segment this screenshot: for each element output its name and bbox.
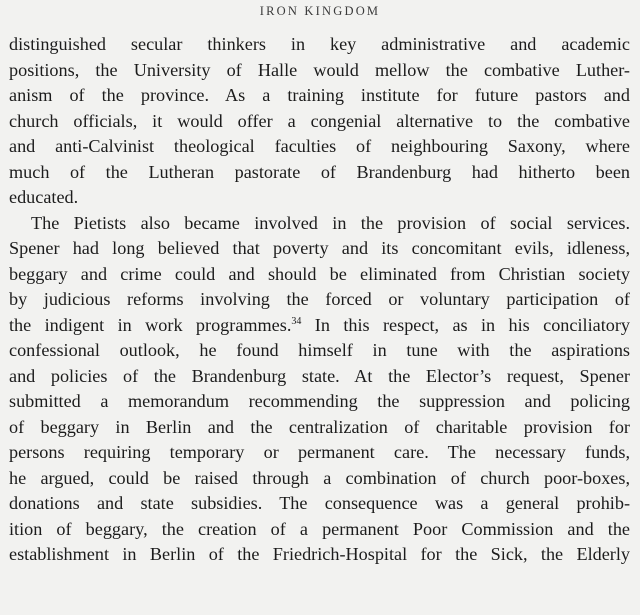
text-line: The Pietists also became involved in the provision of social services. [31, 212, 630, 233]
text-line: of beggary in Berlin and the centralization of charitable provision for [9, 416, 630, 437]
text-line: establishment in Berlin of the Friedrich-Hospital for the Sick, the Elderly [9, 544, 630, 564]
paragraph-2 [9, 211, 630, 568]
text-line: submitted a memorandum recommending the suppression and policing [9, 391, 630, 411]
body-text [9, 32, 630, 568]
text-line: church officials, it would offer a congenial alternative to the combative [9, 110, 630, 131]
text-line: donations and state subsidies. The consequence was a general prohib- [9, 493, 630, 513]
text-segment: the indigent in work programmes. [9, 314, 292, 335]
text-line: educated. [9, 187, 79, 207]
text-line: ition of beggary, the creation of a permanent Poor Commission and the [9, 518, 630, 539]
running-head: IRON KINGDOM [259, 4, 381, 18]
text-line: confessional outlook, he found himself in tune with the aspirations [9, 340, 630, 360]
footnote-marker[interactable]: 34 [291, 315, 302, 327]
text-segment: In this respect, as in his conciliatory [301, 314, 631, 335]
paragraph-1 [9, 32, 630, 211]
text-line: he argued, could be raised through a combination of church poor-boxes, [9, 467, 630, 488]
text-line: and policies of the Brandenburg state. At the Elector’s request, Spener [9, 365, 630, 386]
text-line: positions, the University of Halle would mellow the combative Luther- [9, 59, 630, 80]
text-line: and anti-Calvinist theological faculties of neighbouring Saxony, where [9, 136, 630, 156]
text-line: Spener had long believed that poverty and its concomitant evils, idleness, [9, 238, 630, 258]
text-line: much of the Lutheran pastorate of Brandenburg had hitherto been [9, 161, 630, 182]
text-line: anism of the province. As a training institute for future pastors and [9, 85, 630, 105]
text-line: persons requiring temporary or permanent care. The necessary funds, [9, 442, 630, 462]
text-line: beggary and crime could and should be eliminated from Christian society [9, 263, 630, 284]
text-line: by judicious reforms involving the forced or voluntary participation of [9, 289, 630, 309]
text-line: distinguished secular thinkers in key administrative and academic [9, 34, 630, 54]
text-line-with-footnote [9, 313, 630, 339]
